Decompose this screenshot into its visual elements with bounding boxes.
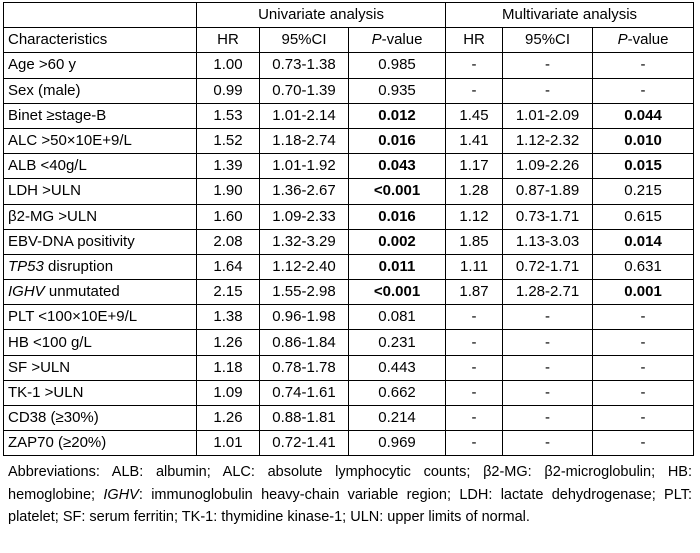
- multivariate-p-cell: 0.044: [593, 103, 694, 128]
- multivariate-hr-cell: -: [446, 406, 503, 431]
- multivariate-hr-cell: -: [446, 305, 503, 330]
- multivariate-p-cell: -: [593, 406, 694, 431]
- univariate-p-cell: <0.001: [349, 179, 446, 204]
- univariate-hr-cell: 1.09: [197, 380, 260, 405]
- multivariate-ci-cell: 1.01-2.09: [503, 103, 593, 128]
- univariate-ci-cell: 1.36-2.67: [260, 179, 349, 204]
- multivariate-ci-cell: -: [503, 355, 593, 380]
- univariate-p-cell: 0.081: [349, 305, 446, 330]
- multivariate-p-cell: 0.631: [593, 254, 694, 279]
- univariate-p-cell: 0.002: [349, 229, 446, 254]
- multivariate-p-header: [593, 28, 694, 53]
- multivariate-ci-cell: -: [503, 53, 593, 78]
- multivariate-hr-cell: -: [446, 78, 503, 103]
- multivariate-p-cell: 0.015: [593, 154, 694, 179]
- characteristic-pre: TK-1 >ULN: [8, 383, 84, 401]
- univariate-p-cell: 0.985: [349, 53, 446, 78]
- univariate-hr-cell: 2.08: [197, 229, 260, 254]
- p-letter: P: [371, 31, 382, 49]
- univariate-p-cell: <0.001: [349, 280, 446, 305]
- table-row: [4, 154, 694, 179]
- multivariate-hr-cell: -: [446, 380, 503, 405]
- multivariate-p-cell: -: [593, 431, 694, 456]
- table-row: [4, 103, 694, 128]
- univariate-hr-cell: 1.64: [197, 254, 260, 279]
- characteristic-pre: Binet ≥stage-B: [8, 106, 107, 124]
- table-row: [4, 406, 694, 431]
- univariate-ci-cell: 0.70-1.39: [260, 78, 349, 103]
- cox-regression-table: [3, 2, 694, 456]
- characteristic-cell: [4, 355, 197, 380]
- univariate-p-cell: 0.016: [349, 204, 446, 229]
- multivariate-hr-header: HR: [446, 28, 503, 53]
- characteristic-cell: [4, 406, 197, 431]
- characteristic-pre: CD38 (≥30%): [8, 409, 99, 427]
- multivariate-hr-cell: 1.41: [446, 128, 503, 153]
- multivariate-p-cell: -: [593, 380, 694, 405]
- characteristic-pre: PLT <100×10E+9/L: [8, 308, 138, 326]
- table-row: [4, 53, 694, 78]
- univariate-p-cell: 0.016: [349, 128, 446, 153]
- multivariate-hr-cell: 1.85: [446, 229, 503, 254]
- univariate-ci-cell: 0.86-1.84: [260, 330, 349, 355]
- characteristic-cell: [4, 254, 197, 279]
- column-header-row: [4, 28, 694, 53]
- characteristic-pre: Sex (male): [8, 81, 81, 99]
- characteristic-pre: ALB <40g/L: [8, 157, 87, 175]
- univariate-ci-cell: 0.88-1.81: [260, 406, 349, 431]
- univariate-ci-cell: 0.74-1.61: [260, 380, 349, 405]
- characteristic-cell: [4, 305, 197, 330]
- univariate-ci-cell: 0.78-1.78: [260, 355, 349, 380]
- characteristic-italic: IGHV: [8, 283, 45, 301]
- multivariate-ci-cell: -: [503, 406, 593, 431]
- table-row: [4, 78, 694, 103]
- characteristic-cell: [4, 154, 197, 179]
- multivariate-ci-cell: -: [503, 78, 593, 103]
- univariate-hr-cell: 1.00: [197, 53, 260, 78]
- multivariate-hr-cell: -: [446, 330, 503, 355]
- multivariate-hr-cell: 1.87: [446, 280, 503, 305]
- univariate-hr-cell: 1.18: [197, 355, 260, 380]
- table-row: [4, 431, 694, 456]
- p-letter: P: [617, 31, 628, 49]
- characteristic-pre: ZAP70 (≥20%): [8, 434, 107, 452]
- multivariate-ci-cell: 0.73-1.71: [503, 204, 593, 229]
- univariate-hr-cell: 0.99: [197, 78, 260, 103]
- multivariate-ci-cell: 1.09-2.26: [503, 154, 593, 179]
- p-suffix: -value: [381, 31, 423, 49]
- univariate-ci-cell: 1.09-2.33: [260, 204, 349, 229]
- multivariate-hr-cell: 1.11: [446, 254, 503, 279]
- univariate-ci-cell: 1.55-2.98: [260, 280, 349, 305]
- multivariate-ci-cell: -: [503, 380, 593, 405]
- multivariate-hr-cell: 1.17: [446, 154, 503, 179]
- multivariate-p-cell: -: [593, 53, 694, 78]
- characteristic-italic: TP53: [8, 257, 44, 275]
- univariate-ci-header: 95%CI: [260, 28, 349, 53]
- multivariate-ci-cell: 0.72-1.71: [503, 254, 593, 279]
- characteristic-cell: [4, 330, 197, 355]
- multivariate-ci-cell: -: [503, 305, 593, 330]
- table-row: [4, 229, 694, 254]
- univariate-hr-cell: 1.39: [197, 154, 260, 179]
- univariate-ci-cell: 1.01-2.14: [260, 103, 349, 128]
- characteristic-cell: [4, 78, 197, 103]
- univariate-p-header: [349, 28, 446, 53]
- footnote-part1: Abbreviations: ALB: albumin; ALC: absolute lymphocytic counts; β2-MG: β2-microglobulin; HB: hemoglobine;: [8, 464, 692, 503]
- univariate-ci-cell: 1.12-2.40: [260, 254, 349, 279]
- univariate-p-cell: 0.662: [349, 380, 446, 405]
- univariate-hr-header: HR: [197, 28, 260, 53]
- multivariate-hr-cell: 1.28: [446, 179, 503, 204]
- univariate-p-cell: 0.935: [349, 78, 446, 103]
- characteristic-pre: Age >60 y: [8, 56, 76, 74]
- univariate-ci-cell: 1.01-1.92: [260, 154, 349, 179]
- univariate-hr-cell: 1.26: [197, 406, 260, 431]
- multivariate-hr-cell: -: [446, 355, 503, 380]
- characteristic-pre: LDH >ULN: [8, 182, 81, 200]
- table-row: [4, 380, 694, 405]
- multivariate-p-cell: 0.215: [593, 179, 694, 204]
- multivariate-p-cell: 0.001: [593, 280, 694, 305]
- table-row: [4, 128, 694, 153]
- multivariate-ci-cell: 1.28-2.71: [503, 280, 593, 305]
- multivariate-ci-cell: -: [503, 431, 593, 456]
- multivariate-hr-cell: -: [446, 431, 503, 456]
- characteristics-header: Characteristics: [4, 28, 197, 53]
- multivariate-p-cell: -: [593, 78, 694, 103]
- header-group-row: [4, 3, 694, 28]
- multivariate-p-cell: 0.014: [593, 229, 694, 254]
- multivariate-ci-header: 95%CI: [503, 28, 593, 53]
- multivariate-ci-cell: 0.87-1.89: [503, 179, 593, 204]
- characteristic-pre: EBV-DNA positivity: [8, 232, 135, 250]
- multivariate-header: Multivariate analysis: [446, 3, 694, 28]
- univariate-hr-cell: 2.15: [197, 280, 260, 305]
- p-suffix: -value: [627, 31, 669, 49]
- table-row: [4, 330, 694, 355]
- univariate-p-cell: 0.012: [349, 103, 446, 128]
- univariate-hr-cell: 1.53: [197, 103, 260, 128]
- table-row: [4, 254, 694, 279]
- table-row: [4, 305, 694, 330]
- characteristic-cell: [4, 380, 197, 405]
- univariate-hr-cell: 1.60: [197, 204, 260, 229]
- characteristic-post: unmutated: [44, 283, 120, 301]
- univariate-hr-cell: 1.01: [197, 431, 260, 456]
- multivariate-p-cell: 0.010: [593, 128, 694, 153]
- univariate-ci-cell: 1.18-2.74: [260, 128, 349, 153]
- univariate-hr-cell: 1.26: [197, 330, 260, 355]
- characteristic-pre: SF >ULN: [8, 358, 71, 376]
- univariate-ci-cell: 1.32-3.29: [260, 229, 349, 254]
- characteristic-cell: [4, 280, 197, 305]
- abbreviations-footnote: [8, 461, 692, 529]
- characteristic-cell: [4, 179, 197, 204]
- multivariate-ci-cell: -: [503, 330, 593, 355]
- univariate-hr-cell: 1.52: [197, 128, 260, 153]
- table-row: [4, 355, 694, 380]
- univariate-p-cell: 0.231: [349, 330, 446, 355]
- characteristic-cell: [4, 128, 197, 153]
- univariate-ci-cell: 0.72-1.41: [260, 431, 349, 456]
- multivariate-ci-cell: 1.12-2.32: [503, 128, 593, 153]
- table-row: [4, 179, 694, 204]
- univariate-p-cell: 0.443: [349, 355, 446, 380]
- univariate-ci-cell: 0.73-1.38: [260, 53, 349, 78]
- univariate-p-cell: 0.043: [349, 154, 446, 179]
- univariate-p-cell: 0.011: [349, 254, 446, 279]
- univariate-ci-cell: 0.96-1.98: [260, 305, 349, 330]
- characteristic-cell: [4, 431, 197, 456]
- characteristic-cell: [4, 229, 197, 254]
- univariate-p-cell: 0.214: [349, 406, 446, 431]
- table-body: [4, 53, 694, 456]
- characteristic-cell: [4, 53, 197, 78]
- characteristic-pre: β2-MG >ULN: [8, 207, 98, 225]
- empty-header-cell: [4, 3, 197, 28]
- univariate-hr-cell: 1.38: [197, 305, 260, 330]
- multivariate-hr-cell: 1.45: [446, 103, 503, 128]
- characteristic-cell: [4, 204, 197, 229]
- multivariate-p-cell: -: [593, 305, 694, 330]
- characteristic-post: disruption: [43, 257, 114, 275]
- univariate-p-cell: 0.969: [349, 431, 446, 456]
- table-row: [4, 204, 694, 229]
- multivariate-hr-cell: -: [446, 53, 503, 78]
- multivariate-p-cell: -: [593, 355, 694, 380]
- table-row: [4, 280, 694, 305]
- multivariate-p-cell: -: [593, 330, 694, 355]
- footnote-italic-term: IGHV: [103, 486, 139, 503]
- multivariate-ci-cell: 1.13-3.03: [503, 229, 593, 254]
- footnote-part2: : immunoglobulin heavy-chain variable region; LDH: lactate dehydrogenase; PLT: platelet; SF: serum ferritin; TK-1: thymidine kinase-1; ULN: upper limits of normal.: [8, 486, 692, 525]
- multivariate-hr-cell: 1.12: [446, 204, 503, 229]
- univariate-header: Univariate analysis: [197, 3, 446, 28]
- characteristic-pre: ALC >50×10E+9/L: [8, 132, 132, 150]
- characteristic-cell: [4, 103, 197, 128]
- univariate-hr-cell: 1.90: [197, 179, 260, 204]
- characteristic-pre: HB <100 g/L: [8, 333, 92, 351]
- multivariate-p-cell: 0.615: [593, 204, 694, 229]
